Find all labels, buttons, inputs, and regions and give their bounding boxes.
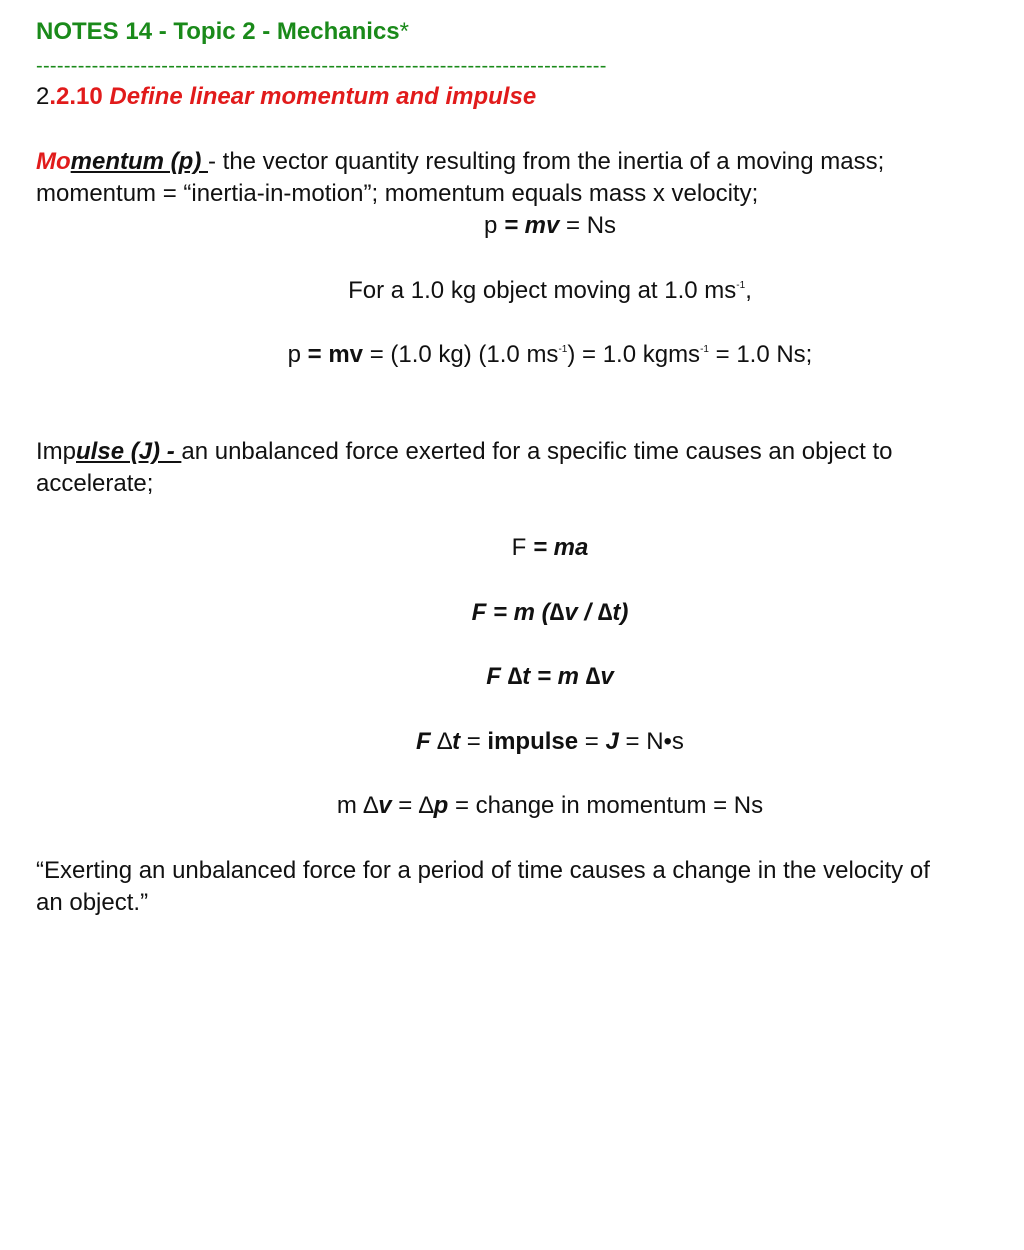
notes-title-asterisk: * bbox=[399, 18, 409, 45]
momentum-calculation bbox=[0, 339, 1024, 371]
momentum-formula-p: p bbox=[483, 212, 504, 239]
impulse-equation-1 bbox=[0, 532, 1024, 564]
notes-title bbox=[36, 16, 409, 48]
impulse-definition-2: accelerate; bbox=[36, 470, 154, 497]
eq5-eq: = ∆ bbox=[391, 792, 434, 819]
momentum-formula-eq: = bbox=[503, 212, 525, 239]
section-number: .2.10 bbox=[49, 83, 103, 110]
calc-sup-1: -1 bbox=[558, 344, 568, 355]
calc-p: p bbox=[287, 341, 308, 368]
eq4-j: J bbox=[605, 728, 619, 755]
eq4-f: F bbox=[416, 728, 438, 755]
momentum-term: mentum (p) bbox=[70, 148, 208, 175]
eq4-delta: ∆ bbox=[437, 728, 453, 755]
eq4-impulse: impulse bbox=[487, 728, 579, 755]
calc-part-3: = 1.0 Ns; bbox=[708, 341, 813, 368]
divider-line: ---------------------------------------------------------------------------------- bbox=[36, 55, 607, 77]
impulse-quote-1: “Exerting an unbalanced force for a period of time causes a change in the velocity of bbox=[36, 857, 930, 884]
eq5-p: p bbox=[433, 792, 449, 819]
momentum-example-end: , bbox=[745, 277, 752, 304]
momentum-example-sup: -1 bbox=[736, 280, 746, 291]
eq4-t: t bbox=[452, 728, 461, 755]
impulse-term: ulse (J) - bbox=[76, 438, 182, 465]
calc-sup-2: -1 bbox=[700, 344, 709, 355]
eq1-rest: = ma bbox=[532, 534, 589, 561]
momentum-definition-1: - the vector quantity resulting from the inertia of a moving mass; bbox=[207, 148, 885, 175]
impulse-definition-line-1 bbox=[36, 436, 892, 468]
impulse-equation-2: F = m (∆v / ∆t) bbox=[471, 599, 629, 626]
momentum-formula bbox=[0, 210, 1024, 242]
eq4-eq1: = bbox=[460, 728, 488, 755]
momentum-formula-mv: mv bbox=[524, 212, 560, 239]
impulse-equation-5 bbox=[0, 790, 1024, 822]
impulse-equation-4 bbox=[0, 726, 1024, 758]
momentum-definition-2: momentum = “inertia-in-motion”; momentum equals mass x velocity; bbox=[36, 180, 759, 207]
momentum-formula-rest: = Ns bbox=[559, 212, 617, 239]
section-number-prefix: 2 bbox=[36, 83, 50, 110]
eq4-rest: = N•s bbox=[618, 728, 684, 755]
eq5-rest: = change in momentum = Ns bbox=[448, 792, 764, 819]
calc-eq-mv: = mv bbox=[307, 341, 364, 368]
momentum-term-red: Mo bbox=[36, 148, 71, 175]
notes-title-text: NOTES 14 - Topic 2 - Mechanics bbox=[36, 18, 400, 45]
eq5-v: v bbox=[378, 792, 392, 819]
momentum-example-text: For a 1.0 kg object moving at 1.0 ms bbox=[348, 277, 737, 304]
calc-part-1: = (1.0 kg) (1.0 ms bbox=[363, 341, 559, 368]
section-heading bbox=[36, 81, 536, 113]
impulse-equation-3: F ∆t = m ∆v bbox=[486, 663, 614, 690]
eq1-f: F bbox=[511, 534, 533, 561]
eq5-m: m ∆ bbox=[336, 792, 379, 819]
impulse-quote-2: an object.” bbox=[36, 889, 149, 916]
calc-part-2: ) = 1.0 kgms bbox=[567, 341, 701, 368]
eq4-eq2: = bbox=[578, 728, 606, 755]
impulse-definition-1: an unbalanced force exerted for a specific time causes an object to bbox=[181, 438, 893, 465]
momentum-definition-line-1 bbox=[36, 146, 884, 178]
section-title: Define linear momentum and impulse bbox=[109, 83, 537, 110]
impulse-term-plain: Imp bbox=[36, 438, 77, 465]
momentum-example bbox=[0, 275, 1024, 307]
